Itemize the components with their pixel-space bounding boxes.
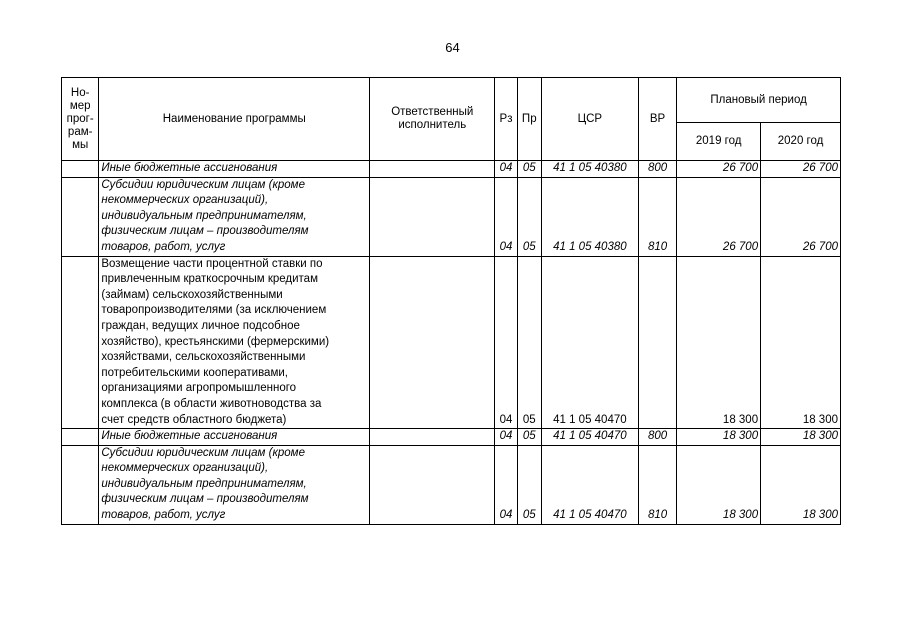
program-name-cell: Субсидии юридическим лицам (кроме некоммерческих организаций), индивидуальным предпринимателям, физическим лицам – производителям товаров, работ, услуг bbox=[99, 177, 370, 256]
executor-cell bbox=[370, 429, 495, 446]
rz-cell: 04 bbox=[495, 429, 517, 446]
amount-2020-cell: 18 300 bbox=[761, 256, 841, 429]
program-number-cell bbox=[62, 256, 99, 429]
vr-cell bbox=[638, 256, 676, 429]
amount-2020-cell: 18 300 bbox=[761, 429, 841, 446]
header-csr: ЦСР bbox=[541, 78, 638, 161]
header-program-name: Наименование программы bbox=[99, 78, 370, 161]
header-year-2019: 2019 год bbox=[677, 123, 761, 161]
csr-cell: 41 1 05 40380 bbox=[541, 161, 638, 178]
amount-2019-cell: 18 300 bbox=[677, 429, 761, 446]
program-name-cell: Иные бюджетные ассигнования bbox=[99, 161, 370, 178]
table-row bbox=[62, 177, 841, 256]
program-number-cell bbox=[62, 445, 99, 524]
program-number-cell bbox=[62, 161, 99, 178]
amount-2019-cell: 26 700 bbox=[677, 161, 761, 178]
header-program-number: Но- мер прог- рам- мы bbox=[62, 78, 99, 161]
vr-cell: 800 bbox=[638, 429, 676, 446]
amount-2019-cell: 18 300 bbox=[677, 445, 761, 524]
program-name-cell: Возмещение части процентной ставки по привлеченным краткосрочным кредитам (займам) сельскохозяйственными товаропроизводителями (за исключением граждан, ведущих личное подсобное хозяйство), крестьянскими (фермерскими) хозяйствами, сельскохозяйственными потребительскими кооперативами, организациями агропромышленного комплекса (в области животноводства за счет средств областного бюджета) bbox=[99, 256, 370, 429]
pr-cell: 05 bbox=[517, 161, 541, 178]
header-year-2020: 2020 год bbox=[761, 123, 841, 161]
amount-2020-cell: 26 700 bbox=[761, 161, 841, 178]
page-number: 64 bbox=[445, 40, 460, 55]
amount-2020-cell: 18 300 bbox=[761, 445, 841, 524]
header-pr: Пр bbox=[517, 78, 541, 161]
rz-cell: 04 bbox=[495, 177, 517, 256]
rz-cell: 04 bbox=[495, 445, 517, 524]
csr-cell: 41 1 05 40470 bbox=[541, 429, 638, 446]
csr-cell: 41 1 05 40380 bbox=[541, 177, 638, 256]
vr-cell: 810 bbox=[638, 445, 676, 524]
pr-cell: 05 bbox=[517, 445, 541, 524]
vr-cell: 800 bbox=[638, 161, 676, 178]
table-row bbox=[62, 429, 841, 446]
amount-2020-cell: 26 700 bbox=[761, 177, 841, 256]
amount-2019-cell: 26 700 bbox=[677, 177, 761, 256]
header-executor: Ответственный исполнитель bbox=[370, 78, 495, 161]
table-row bbox=[62, 256, 841, 429]
table-body bbox=[62, 161, 841, 525]
pr-cell: 05 bbox=[517, 256, 541, 429]
table-row bbox=[62, 161, 841, 178]
pr-cell: 05 bbox=[517, 429, 541, 446]
header-plan-period: Плановый период bbox=[677, 78, 841, 123]
pr-cell: 05 bbox=[517, 177, 541, 256]
executor-cell bbox=[370, 256, 495, 429]
rz-cell: 04 bbox=[495, 256, 517, 429]
rz-cell: 04 bbox=[495, 161, 517, 178]
amount-2019-cell: 18 300 bbox=[677, 256, 761, 429]
program-number-cell bbox=[62, 177, 99, 256]
program-name-cell: Субсидии юридическим лицам (кроме некоммерческих организаций), индивидуальным предпринимателям, физическим лицам – производителям товаров, работ, услуг bbox=[99, 445, 370, 524]
vr-cell: 810 bbox=[638, 177, 676, 256]
header-rz: Рз bbox=[495, 78, 517, 161]
program-number-cell bbox=[62, 429, 99, 446]
executor-cell bbox=[370, 177, 495, 256]
table-header bbox=[62, 78, 841, 161]
executor-cell bbox=[370, 161, 495, 178]
csr-cell: 41 1 05 40470 bbox=[541, 445, 638, 524]
header-vr: ВР bbox=[638, 78, 676, 161]
budget-table bbox=[61, 77, 841, 525]
table-row bbox=[62, 445, 841, 524]
program-name-cell: Иные бюджетные ассигнования bbox=[99, 429, 370, 446]
csr-cell: 41 1 05 40470 bbox=[541, 256, 638, 429]
executor-cell bbox=[370, 445, 495, 524]
